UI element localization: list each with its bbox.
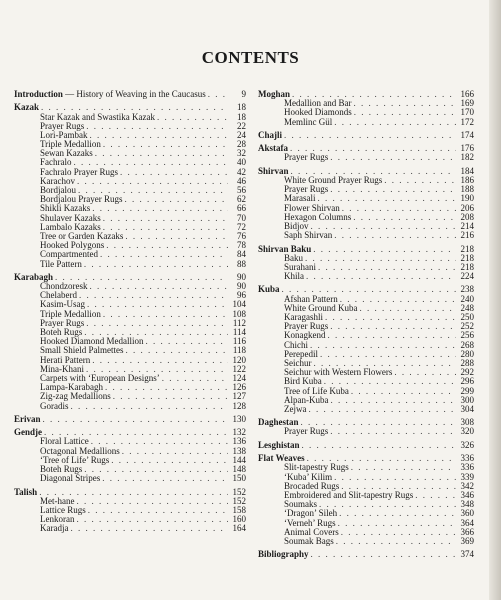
page-number: 240 xyxy=(460,293,474,304)
page-number: 148 xyxy=(232,464,246,475)
dot-leader xyxy=(86,319,228,328)
page-number: 339 xyxy=(460,471,474,482)
dot-leader xyxy=(92,204,228,213)
toc-section-label: Daghestan xyxy=(258,417,299,428)
toc-entry-label: Embroidered and Slit-tapestry Rugs xyxy=(284,489,414,500)
page-number: 206 xyxy=(460,202,474,213)
toc-entry-label: Bordjalou Prayer Rugs xyxy=(40,194,123,205)
toc-entry-row xyxy=(258,118,474,127)
toc-entry-label: Prayer Rugs xyxy=(284,321,329,332)
dot-leader xyxy=(145,337,228,346)
dot-leader xyxy=(311,550,456,559)
toc-entry-label: Hooked Diamond Medallion xyxy=(40,336,144,347)
page-number: 18 xyxy=(237,102,246,113)
toc-entry-label: Lenkoran xyxy=(40,514,75,525)
toc-section-row xyxy=(14,90,246,99)
page-number: 296 xyxy=(460,376,474,387)
dot-leader xyxy=(339,509,456,518)
page-number: 130 xyxy=(232,413,246,424)
dot-leader xyxy=(103,214,228,223)
toc-section-erivan xyxy=(14,415,246,424)
page-number: 114 xyxy=(232,327,246,338)
dot-leader xyxy=(208,90,228,99)
toc-section-label: Bibliography xyxy=(258,549,309,560)
dot-leader xyxy=(313,245,456,254)
dot-leader xyxy=(318,263,456,272)
page-number: 184 xyxy=(460,165,474,176)
page-number: 127 xyxy=(232,391,246,402)
toc-entry-row xyxy=(258,428,474,437)
toc-entry-label: Shulaver Kazaks xyxy=(40,212,101,223)
toc-entry-label: Brocaded Rugs xyxy=(284,480,340,491)
toc-entry-label: Small Shield Palmettes xyxy=(40,345,124,356)
toc-section-label: Introduction xyxy=(14,88,63,99)
dot-leader xyxy=(113,392,228,401)
page-number: 42 xyxy=(237,166,246,177)
toc-section-label: Gendje xyxy=(14,427,42,438)
toc-entry-label: Compartmented xyxy=(40,249,98,260)
page-number: 320 xyxy=(460,426,474,437)
dot-leader xyxy=(310,341,456,350)
dot-leader xyxy=(70,524,228,533)
toc-entry-label: Goradis xyxy=(40,400,69,411)
dot-leader xyxy=(106,241,228,250)
toc-entry-label: Prayer Rugs xyxy=(40,120,85,131)
toc-entry-label: Soumak Bags xyxy=(284,535,334,546)
page-number: 40 xyxy=(237,157,246,168)
page-number: 308 xyxy=(460,417,474,428)
page-number: 166 xyxy=(460,88,474,99)
page-number: 150 xyxy=(232,473,246,484)
toc-entry-label: Medallion and Bar xyxy=(284,98,352,109)
toc-entry-label: Tree of Life Kuba xyxy=(284,385,349,396)
toc-section-subtitle: — History of Weaving in the Caucasus xyxy=(62,88,206,99)
page-number: 112 xyxy=(232,317,246,328)
toc-section-lesghistan xyxy=(258,441,474,450)
toc-section-shirvan-baku xyxy=(258,245,474,282)
dot-leader xyxy=(162,374,228,383)
dot-leader xyxy=(71,402,229,411)
toc-section-label: Moghan xyxy=(258,88,291,99)
toc-entry-label: Saph Shirvan xyxy=(284,230,333,241)
toc-entry-row xyxy=(14,524,246,533)
toc-entry-label: Sewan Kazaks xyxy=(40,148,93,159)
dot-leader xyxy=(84,260,228,269)
toc-section-talish xyxy=(14,488,246,534)
toc-entry-label: Lampa-Karabagh xyxy=(40,382,103,393)
dot-leader xyxy=(354,108,456,117)
dot-leader xyxy=(100,250,228,259)
toc-section-bibliography xyxy=(258,550,474,559)
page-number: 342 xyxy=(460,480,474,491)
toc-section-label: Akstafa xyxy=(258,143,289,154)
dot-leader xyxy=(305,254,456,263)
dot-leader xyxy=(302,441,456,450)
toc-section-label: Erivan xyxy=(14,413,41,424)
toc-entry-label: Khila xyxy=(284,271,304,282)
toc-entry-label: Prayer Rugs xyxy=(284,426,329,437)
dot-leader xyxy=(330,427,456,436)
page-number: 46 xyxy=(237,175,246,186)
page-number: 136 xyxy=(232,436,246,447)
page-number: 88 xyxy=(237,258,246,269)
toc-entry-label: Diagonal Stripes xyxy=(40,473,101,484)
page-number: 176 xyxy=(460,143,474,154)
page-number: 214 xyxy=(460,220,474,231)
toc-entry-row xyxy=(258,537,474,546)
page-number: 299 xyxy=(460,385,474,396)
dot-leader xyxy=(79,291,228,300)
page-number: 90 xyxy=(237,271,246,282)
toc-entry-label: Triple Medallion xyxy=(40,308,101,319)
toc-entry-label: Soumaks xyxy=(284,499,318,510)
page-number: 28 xyxy=(237,139,246,150)
toc-entry-label: Herati Pattern xyxy=(40,354,91,365)
toc-entry-label: ‘Dragon’ Sileh xyxy=(284,508,338,519)
page-title: CONTENTS xyxy=(201,48,300,67)
page-number: 70 xyxy=(237,212,246,223)
page-number: 366 xyxy=(460,526,474,537)
page-number: 9 xyxy=(241,88,246,99)
dot-leader xyxy=(90,131,229,140)
toc-entry-label: Hexagon Columns xyxy=(284,211,352,222)
toc-section-label: Chajli xyxy=(258,129,283,140)
toc-entry-label: Surahani xyxy=(284,261,316,272)
dot-leader xyxy=(342,204,456,213)
dot-leader xyxy=(336,537,456,546)
dot-leader xyxy=(103,310,228,319)
toc-section-akstafa xyxy=(258,144,474,162)
toc-entry-label: Zig-zag Medallions xyxy=(40,391,111,402)
toc-entry-label: Chelaberd xyxy=(40,290,77,301)
page-number: 108 xyxy=(232,308,246,319)
toc-entry-label: Octagonal Medallions xyxy=(40,445,120,456)
page-number: 138 xyxy=(232,445,246,456)
dot-leader xyxy=(328,331,457,340)
page-number: 326 xyxy=(460,439,474,450)
toc-entry-label: Zejwa xyxy=(284,403,307,414)
page-number: 336 xyxy=(460,462,474,473)
toc-section-row xyxy=(258,441,474,450)
toc-section-label: Talish xyxy=(14,486,38,497)
toc-entry-row xyxy=(258,272,474,281)
page-number: 18 xyxy=(237,111,246,122)
dot-leader xyxy=(86,122,228,131)
toc-right-column xyxy=(258,90,474,560)
page-number: 170 xyxy=(460,107,474,118)
page-number: 116 xyxy=(232,336,246,347)
page-number: 208 xyxy=(460,211,474,222)
toc-entry-label: Seichur with Western Flowers xyxy=(284,367,393,378)
dot-leader xyxy=(331,396,457,405)
toc-entry-label: ‘Kuba’ Kilim xyxy=(284,471,333,482)
dot-leader xyxy=(353,99,456,108)
toc-section-daghestan xyxy=(258,418,474,436)
dot-leader xyxy=(111,456,228,465)
dot-leader xyxy=(76,497,228,506)
dot-leader xyxy=(105,383,228,392)
toc-section-kazak xyxy=(14,103,246,268)
dot-leader xyxy=(353,213,456,222)
toc-entry-label: Bidjov xyxy=(284,220,309,231)
toc-section-introduction xyxy=(14,90,246,99)
dot-leader xyxy=(77,177,228,186)
dot-leader xyxy=(84,465,228,474)
dot-leader xyxy=(330,322,456,331)
toc-entry-row xyxy=(258,231,474,240)
toc-section-moghan xyxy=(258,90,474,127)
page-number: 128 xyxy=(232,400,246,411)
toc-entry-label: Triple Medallion xyxy=(40,139,101,150)
toc-entry-label: Met-hane xyxy=(40,495,75,506)
page-number: 24 xyxy=(237,129,246,140)
page-number: 104 xyxy=(232,299,246,310)
toc-entry-label: Kasim-Usag xyxy=(40,299,85,310)
toc-entry-label: Karachov xyxy=(40,175,75,186)
page-number: 300 xyxy=(460,394,474,405)
dot-leader xyxy=(87,300,228,309)
toc-entry-label: Baku xyxy=(284,252,303,263)
page-number: 22 xyxy=(237,120,246,131)
toc-section-label: Karabagh xyxy=(14,271,54,282)
toc-entry-label: ‘Verneh’ Rugs xyxy=(284,517,336,528)
page-number: 96 xyxy=(237,290,246,301)
toc-section-label: Shirvan xyxy=(258,165,289,176)
toc-entry-label: Lattice Rugs xyxy=(40,504,86,515)
dot-leader xyxy=(320,350,456,359)
page-number: 364 xyxy=(460,517,474,528)
toc-entry-label: Boteh Rugs xyxy=(40,464,83,475)
page-number: 369 xyxy=(460,535,474,546)
toc-entry-label: White Ground Prayer Rugs xyxy=(284,175,383,186)
page-number: 216 xyxy=(460,230,474,241)
page-number: 118 xyxy=(232,345,246,356)
toc-entry-label: Karadja xyxy=(40,523,69,534)
toc-entry-label: Bordjalou xyxy=(40,185,76,196)
dot-leader xyxy=(76,515,228,524)
toc-entry-label: Fachralo xyxy=(40,157,72,168)
toc-entry-label: Karagashli xyxy=(284,312,323,323)
toc-section-row xyxy=(258,131,474,140)
dot-leader xyxy=(122,447,228,456)
page-number: 374 xyxy=(460,549,474,560)
page-number: 238 xyxy=(460,284,474,295)
toc-entry-label: Chichi xyxy=(284,339,308,350)
toc-entry-label: Floral Lattice xyxy=(40,436,89,447)
dot-leader xyxy=(330,153,456,162)
toc-entry-label: Lori-Pambak xyxy=(40,129,88,140)
page-number: 152 xyxy=(232,495,246,506)
dot-leader xyxy=(306,272,456,281)
toc-entry-label: Animal Covers xyxy=(284,526,339,537)
toc-section-label: Kazak xyxy=(14,102,40,113)
page-number: 124 xyxy=(232,372,246,383)
page-number: 288 xyxy=(460,357,474,368)
page-number: 218 xyxy=(460,252,474,263)
page-number: 126 xyxy=(232,382,246,393)
dot-leader xyxy=(43,415,228,424)
toc-entry-label: Slit-tapestry Rugs xyxy=(284,462,349,473)
page-number: 84 xyxy=(237,249,246,260)
page-edge-shadow xyxy=(489,0,501,600)
dot-leader xyxy=(334,231,456,240)
dot-leader xyxy=(330,185,456,194)
toc-entry-label: Boteh Rugs xyxy=(40,327,83,338)
toc-entry-label: Prayer Rugs xyxy=(284,152,329,163)
dot-leader xyxy=(309,405,457,414)
toc-entry-label: Prayer Rugs xyxy=(284,184,329,195)
page-number: 346 xyxy=(460,489,474,500)
page-number: 78 xyxy=(237,240,246,251)
dot-leader xyxy=(338,519,456,528)
page-number: 186 xyxy=(460,175,474,186)
toc-left-column xyxy=(14,90,246,534)
page-number: 122 xyxy=(232,363,246,374)
toc-entry-label: Afshan Pattern xyxy=(284,293,338,304)
dot-leader xyxy=(284,131,456,140)
page-number: 120 xyxy=(232,354,246,365)
page-number: 336 xyxy=(460,453,474,464)
dot-leader xyxy=(334,118,456,127)
page-number: 32 xyxy=(237,148,246,159)
toc-entry-label: Hooked Polygons xyxy=(40,240,105,251)
page-number: 348 xyxy=(460,499,474,510)
page-number: 224 xyxy=(460,271,474,282)
page-number: 152 xyxy=(232,486,246,497)
page-number: 360 xyxy=(460,508,474,519)
toc-section-label: Shirvan Baku xyxy=(258,243,312,254)
page-number: 172 xyxy=(460,116,474,127)
page-number: 190 xyxy=(460,193,474,204)
dot-leader xyxy=(90,282,229,291)
toc-entry-label: Carpets with ‘European Designs’ xyxy=(40,372,160,383)
page-number: 188 xyxy=(460,184,474,195)
toc-entry-row xyxy=(14,260,246,269)
page-number: 304 xyxy=(460,403,474,414)
dot-leader xyxy=(126,346,229,355)
page-number: 256 xyxy=(460,330,474,341)
page-number: 248 xyxy=(460,302,474,313)
toc-section-kuba xyxy=(258,286,474,415)
toc-section-shirvan xyxy=(258,167,474,241)
dot-leader xyxy=(325,313,456,322)
dot-leader xyxy=(319,500,456,509)
toc-entry-row xyxy=(258,154,474,163)
page-number: 174 xyxy=(460,129,474,140)
page-number: 268 xyxy=(460,339,474,350)
toc-section-label: Flat Weaves xyxy=(258,453,305,464)
dot-leader xyxy=(157,113,228,122)
toc-section-chajli xyxy=(258,131,474,140)
toc-entry-label: Chondzoresk xyxy=(40,281,88,292)
dot-leader xyxy=(92,356,228,365)
toc-entry-label: Konagkend xyxy=(284,330,326,341)
dot-leader xyxy=(311,222,456,231)
page-number: 280 xyxy=(460,348,474,359)
toc-entry-label: White Ground Kuba xyxy=(284,302,358,313)
toc-section-label: Kuba xyxy=(258,284,280,295)
page-number: 182 xyxy=(460,152,474,163)
toc-entry-label: Flower Shirvan xyxy=(284,202,340,213)
page-number: 56 xyxy=(237,185,246,196)
toc-entry-row xyxy=(14,402,246,411)
toc-entry-label: Perepedil xyxy=(284,348,318,359)
toc-entry-row xyxy=(258,405,474,414)
dot-leader xyxy=(351,463,456,472)
toc-section-flat-weaves xyxy=(258,454,474,546)
dot-leader xyxy=(120,168,228,177)
toc-entry-label: Marasali xyxy=(284,193,316,204)
toc-entry-label: Tree or Garden Kazaks xyxy=(40,230,124,241)
dot-leader xyxy=(103,140,228,149)
dot-leader xyxy=(95,149,228,158)
dot-leader xyxy=(334,473,456,482)
page-number: 164 xyxy=(232,523,246,534)
page-number: 250 xyxy=(460,312,474,323)
toc-section-gendje xyxy=(14,428,246,483)
dot-leader xyxy=(359,304,456,313)
dot-leader xyxy=(88,506,228,515)
dot-leader xyxy=(394,368,456,377)
page-number: 132 xyxy=(232,427,246,438)
page-number: 169 xyxy=(460,98,474,109)
toc-entry-label: Fachralo Prayer Rugs xyxy=(40,166,118,177)
toc-entry-label: ‘Tree of Life’ Rugs xyxy=(40,454,110,465)
page-number: 62 xyxy=(237,194,246,205)
toc-section-karabagh xyxy=(14,273,246,411)
dot-leader xyxy=(340,295,456,304)
toc-entry-label: Tile Pattern xyxy=(40,258,82,269)
page-number: 66 xyxy=(237,203,246,214)
dot-leader xyxy=(341,528,456,537)
dot-leader xyxy=(125,195,229,204)
toc-entry-label: Hooked Diamonds xyxy=(284,107,352,118)
toc-entry-label: Bird Kuba xyxy=(284,376,322,387)
page-number: 160 xyxy=(232,514,246,525)
page-number: 90 xyxy=(237,281,246,292)
toc-entry-label: Prayer Rugs xyxy=(40,317,85,328)
toc-entry-label: Alpan-Kuba xyxy=(284,394,329,405)
toc-entry-label: Lambalo Kazaks xyxy=(40,221,101,232)
toc-entry-label: Star Kazak and Swastika Kazak xyxy=(40,111,155,122)
dot-leader xyxy=(102,474,228,483)
page-number: 72 xyxy=(237,221,246,232)
page-number: 218 xyxy=(460,243,474,254)
page-number: 252 xyxy=(460,321,474,332)
toc-section-label: Lesghistan xyxy=(258,439,300,450)
toc-entry-label: Shikli Kazaks xyxy=(40,203,91,214)
toc-section-row xyxy=(14,415,246,424)
page-number: 144 xyxy=(232,454,246,465)
toc-entry-label: Seichur xyxy=(284,357,312,368)
toc-entry-row xyxy=(14,474,246,483)
page-number: 218 xyxy=(460,261,474,272)
toc-entry-label: Memlinc Gül xyxy=(284,116,333,127)
dot-leader xyxy=(384,176,456,185)
page-number: 158 xyxy=(232,504,246,515)
toc-entry-label: Mina-Khani xyxy=(40,363,84,374)
toc-section-row xyxy=(258,550,474,559)
dot-leader xyxy=(125,232,228,241)
dot-leader xyxy=(351,387,456,396)
page-number: 292 xyxy=(460,367,474,378)
page-number: 76 xyxy=(237,230,246,241)
dot-leader xyxy=(415,491,456,500)
